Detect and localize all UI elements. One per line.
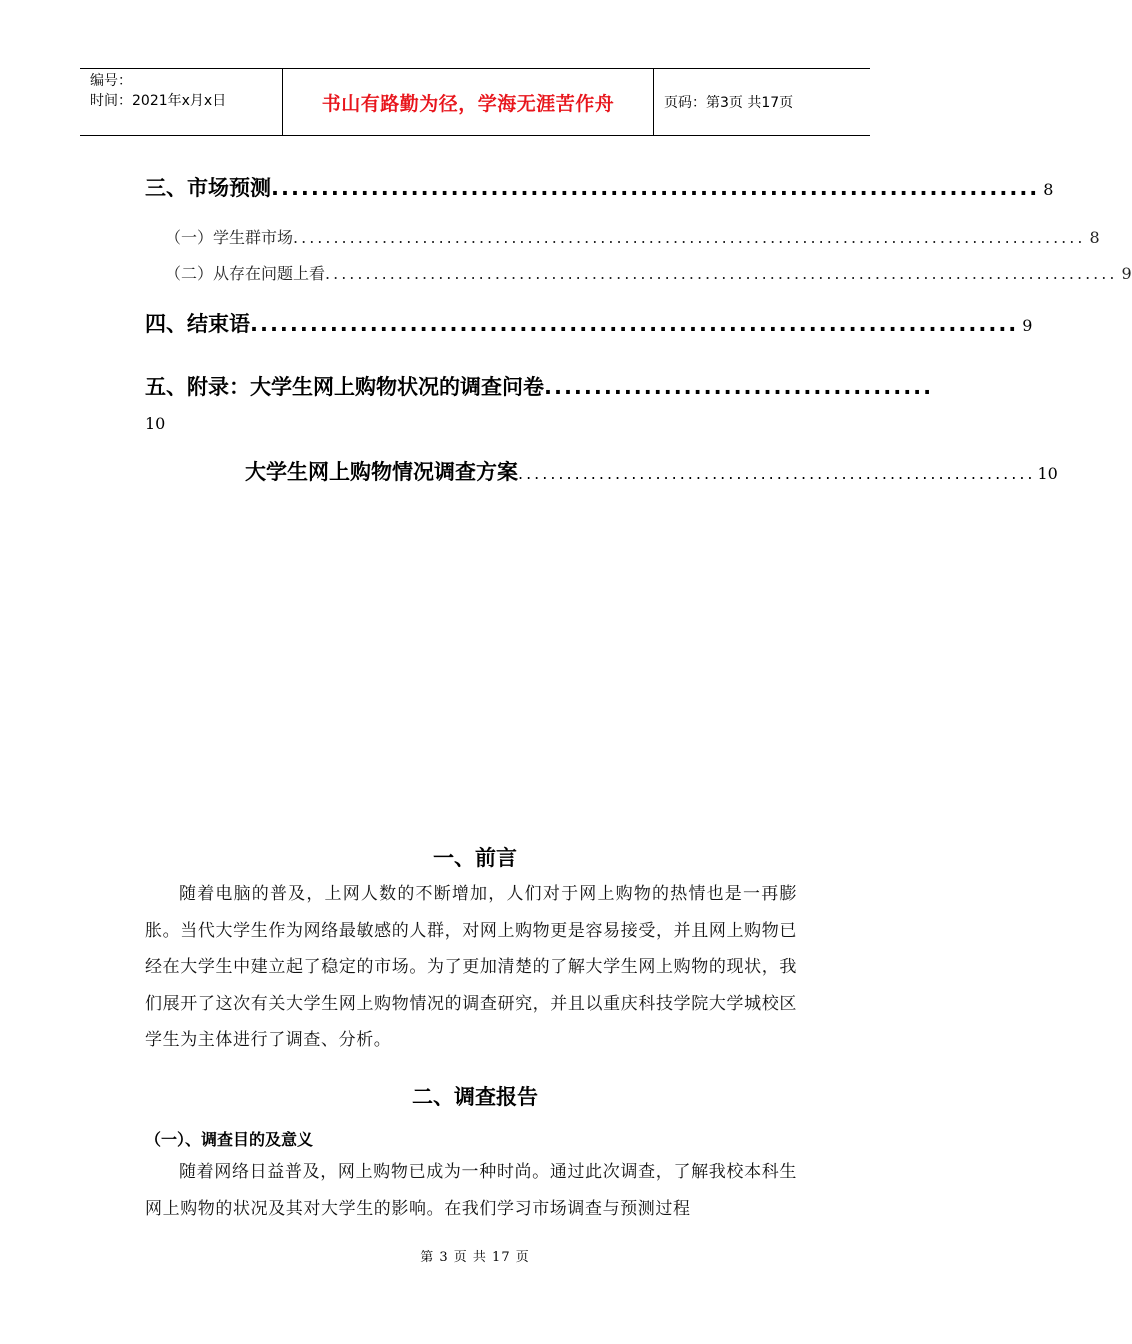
toc-leader-dots: .................................................................................................. xyxy=(325,264,1118,283)
page-header xyxy=(80,68,870,136)
toc-leader-dots: ....................................... xyxy=(544,375,934,399)
toc-item-existing-problems[interactable] xyxy=(165,261,1132,284)
toc-item-appendix[interactable] xyxy=(145,371,934,401)
toc-leader-dots: ................................................................ xyxy=(518,464,1036,483)
toc-item-page: 8 xyxy=(1089,228,1100,247)
toc-item-page[interactable]: 10 xyxy=(145,414,166,433)
toc-item-market-forecast[interactable] xyxy=(145,172,1054,202)
toc-leader-dots: .................................................................................................. xyxy=(293,228,1086,247)
motto-text: 书山有路勤为径，学海无涯苦作舟 xyxy=(321,92,615,115)
page-footer: 第 3 页 共 17 页 xyxy=(420,1250,530,1265)
toc-item-survey-plan[interactable] xyxy=(245,456,1058,486)
toc-item-page: 10 xyxy=(1037,464,1058,483)
time-label: 时间：2021年x月x日 xyxy=(90,93,227,109)
toc-item-label: 五、附录：大学生网上购物状况的调查问卷 xyxy=(145,375,544,399)
toc-item-label: （二）从存在问题上看 xyxy=(165,264,326,283)
purpose-paragraph: 随着网络日益普及，网上购物已成为一种时尚。通过此次调查，了解我校本科生网上购物的状况及其对大学生的影响。在我们学习市场调查与预测过程 xyxy=(145,1162,797,1219)
toc-item-label: 大学生网上购物情况调查方案 xyxy=(245,460,518,484)
header-meta xyxy=(80,69,282,135)
toc-item-conclusion[interactable] xyxy=(145,308,1033,338)
serial-label: 编号： xyxy=(90,73,132,89)
toc-item-label: （一）学生群市场 xyxy=(165,228,294,247)
toc-item-label: 四、结束语 xyxy=(145,312,250,336)
section-title-preface: 一、前言 xyxy=(433,846,517,870)
toc-item-student-market[interactable] xyxy=(165,225,1100,248)
subsection-title-purpose: （一）、调查目的及意义 xyxy=(145,1130,314,1149)
toc-leader-dots: ............................................................................. xyxy=(250,312,1019,336)
toc-item-page: 9 xyxy=(1022,316,1033,335)
toc-item-page: 8 xyxy=(1043,180,1054,199)
toc-item-page: 9 xyxy=(1121,264,1132,283)
preface-paragraph: 随着电脑的普及，上网人数的不断增加，人们对于网上购物的热情也是一再膨胀。当代大学生作为网络最敏感的人群，对网上购物更是容易接受，并且网上购物已经在大学生中建立起了稳定的市场。为了更加清楚的了解大学生网上购物的现状，我们展开了这次有关大学生网上购物情况的调查研究，并且以重庆科技学院大学城校区学生为主体进行了调查、分析。 xyxy=(145,884,797,1050)
header-motto xyxy=(282,69,654,135)
toc-item-label: 三、市场预测 xyxy=(145,176,271,200)
header-page-info: 页码：第3页 共17页 xyxy=(664,95,794,111)
section-title-survey-report: 二、调查报告 xyxy=(412,1085,538,1109)
toc-leader-dots: ............................................................................. xyxy=(271,176,1040,200)
